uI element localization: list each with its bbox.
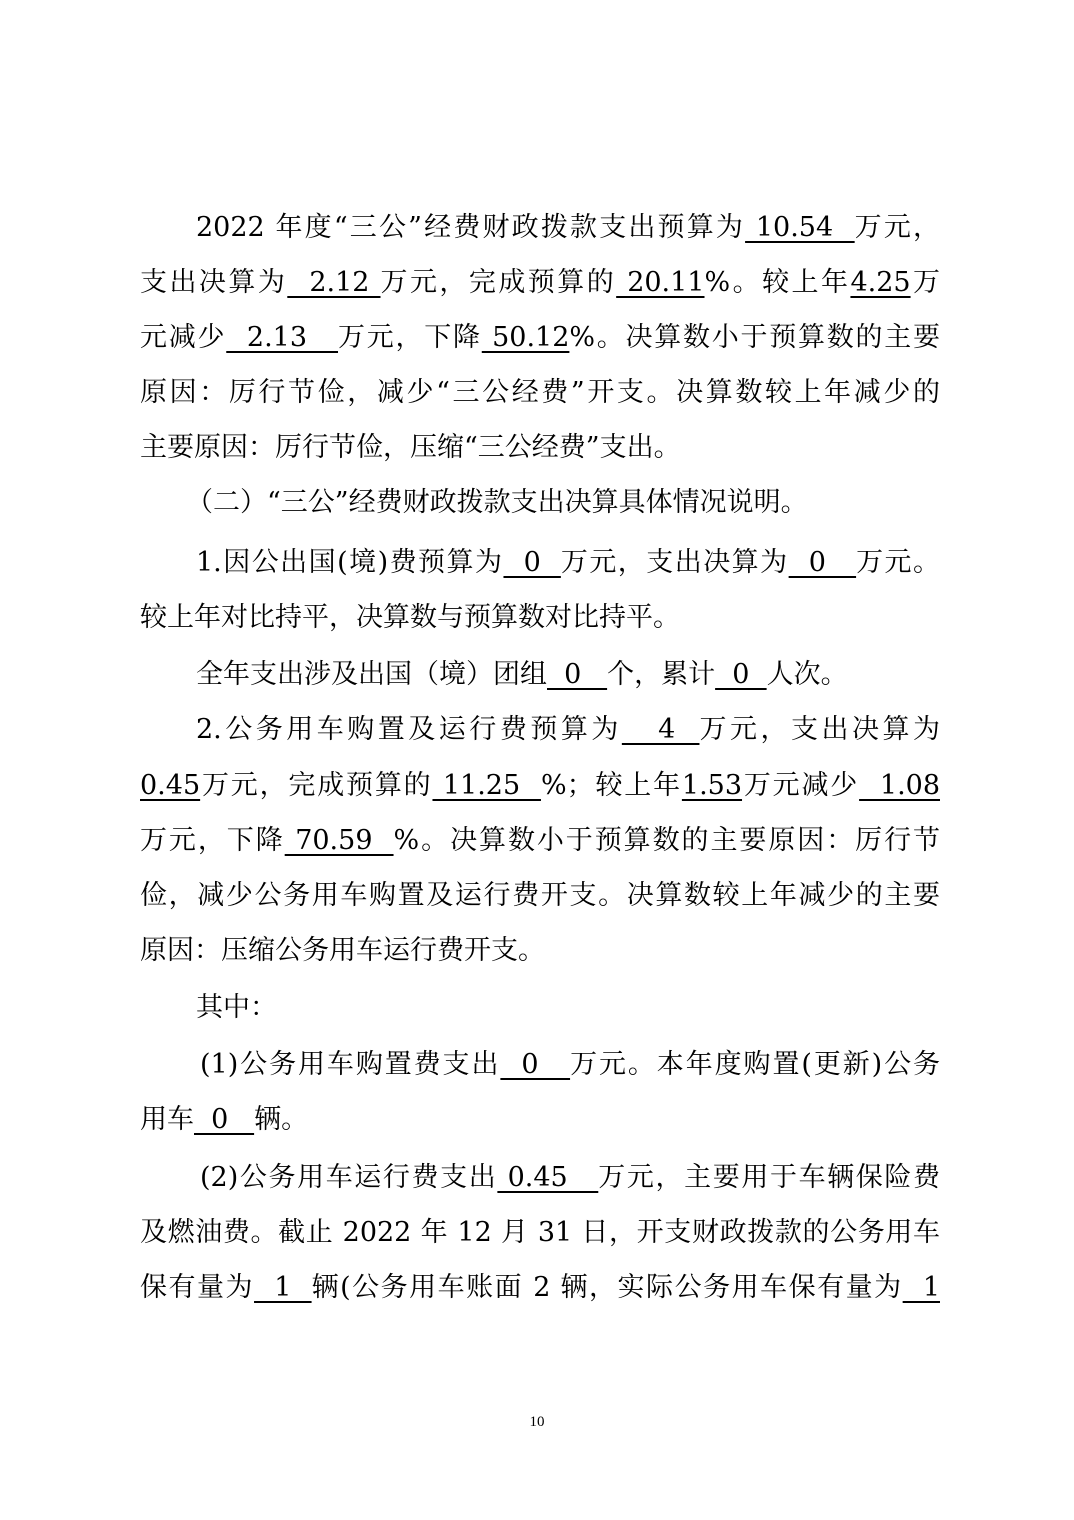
text-span: 2022 年度“三公”经费财政拨款支出预算为 — [196, 212, 746, 243]
filled-blank: 1 — [902, 1272, 940, 1303]
text-span: (2)公务用车运行费支出 — [200, 1162, 498, 1193]
text-line — [196, 655, 940, 695]
text-line — [196, 208, 940, 248]
text-line — [140, 373, 940, 413]
filled-blank: 0.45 — [140, 770, 201, 801]
text-line — [140, 931, 940, 971]
filled-blank: 2.13 — [226, 322, 339, 353]
text-span: %。较上年 — [704, 267, 851, 298]
text-line — [140, 1268, 940, 1308]
filled-blank: 50.12 — [481, 322, 570, 353]
text-span: 万元减少 — [742, 770, 860, 801]
text-line — [140, 766, 940, 806]
filled-blank: 0 — [715, 659, 767, 690]
heading-text: （二）“三公”经费财政拨款支出决算具体情况说明。 — [186, 487, 808, 518]
filled-blank: 0 — [547, 659, 608, 690]
text-line — [196, 988, 940, 1028]
text-line — [140, 821, 940, 861]
filled-blank: 11.25 — [432, 770, 541, 801]
text-line — [200, 1158, 940, 1198]
filled-blank: 10.54 — [745, 212, 855, 243]
text-span: 万元，完成预算的 — [200, 770, 433, 801]
text-span: 万元，主要用于车辆保险费 — [598, 1162, 940, 1193]
text-span: 其中： — [196, 992, 277, 1023]
text-span: 用车 — [140, 1104, 194, 1135]
text-span: 万元，下降 — [338, 322, 482, 353]
text-line — [140, 263, 940, 303]
text-span: 主要原因：厉行节俭，压缩“三公经费”支出。 — [140, 432, 681, 463]
filled-blank: 0 — [788, 547, 857, 578]
text-line — [140, 318, 940, 358]
filled-blank: 0.45 — [497, 1162, 599, 1193]
filled-blank: 1.08 — [859, 770, 940, 801]
text-span: 及燃油费。截止 2022 年 12 月 31 日，开支财政拨款的公务用车 — [140, 1217, 940, 1248]
filled-blank: 4 — [621, 714, 700, 745]
text-span: 万元，支出决算为 — [560, 547, 789, 578]
text-span: 个，累计 — [607, 659, 716, 690]
text-span: 万元， — [854, 212, 940, 243]
filled-blank: 20.11 — [616, 267, 705, 298]
text-span: 原因：厉行节俭，减少“三公经费”开支。决算数较上年减少的 — [140, 377, 940, 408]
text-span: (1)公务用车购置费支出 — [200, 1049, 501, 1080]
text-span: 保有量为 — [140, 1272, 255, 1303]
text-span: 人次。 — [766, 659, 848, 690]
text-span: 辆(公务用车账面 2 辆，实际公务用车保有量为 — [311, 1272, 903, 1303]
text-line — [140, 1100, 940, 1140]
text-span: 辆。 — [254, 1104, 309, 1135]
text-span: 万元。 — [856, 547, 940, 578]
text-line — [140, 876, 940, 916]
text-line — [140, 428, 940, 468]
text-span: 万 — [910, 267, 940, 298]
filled-blank: 0 — [194, 1104, 255, 1135]
text-span: 万元，下降 — [140, 825, 285, 856]
text-line — [140, 1213, 940, 1253]
text-line — [196, 543, 940, 583]
filled-blank: 2.12 — [287, 267, 381, 298]
text-span: 2.公务用车购置及运行费预算为 — [196, 714, 622, 745]
text-span: 万元。本年度购置(更新)公务 — [570, 1049, 940, 1080]
text-span: %。决算数小于预算数的主要 — [569, 322, 940, 353]
filled-blank: 70.59 — [284, 825, 394, 856]
page-number: 10 — [529, 1414, 545, 1430]
text-span: 原因：压缩公务用车运行费开支。 — [140, 935, 545, 966]
text-span: 元减少 — [140, 322, 227, 353]
filled-blank: 4.25 — [850, 267, 911, 298]
filled-blank: 1.53 — [681, 770, 743, 801]
text-span: 全年支出涉及出国（境）团组 — [196, 659, 547, 690]
text-span: %；较上年 — [540, 770, 682, 801]
filled-blank: 0 — [500, 1049, 571, 1080]
text-span: 较上年对比持平，决算数与预算数对比持平。 — [140, 602, 680, 633]
section-heading — [186, 483, 986, 523]
text-span: 支出决算为 — [140, 267, 288, 298]
text-line — [200, 1045, 940, 1085]
text-line — [140, 598, 940, 638]
filled-blank: 0 — [503, 547, 561, 578]
text-span: 万元，支出决算为 — [699, 714, 940, 745]
text-line — [196, 710, 940, 750]
text-span: 1.因公出国(境)费预算为 — [196, 547, 504, 578]
text-span: %。决算数小于预算数的主要原因：厉行节 — [393, 825, 940, 856]
filled-blank: 1 — [254, 1272, 312, 1303]
text-span: 俭，减少公务用车购置及运行费开支。决算数较上年减少的主要 — [140, 880, 940, 911]
text-span: 万元，完成预算的 — [380, 267, 617, 298]
